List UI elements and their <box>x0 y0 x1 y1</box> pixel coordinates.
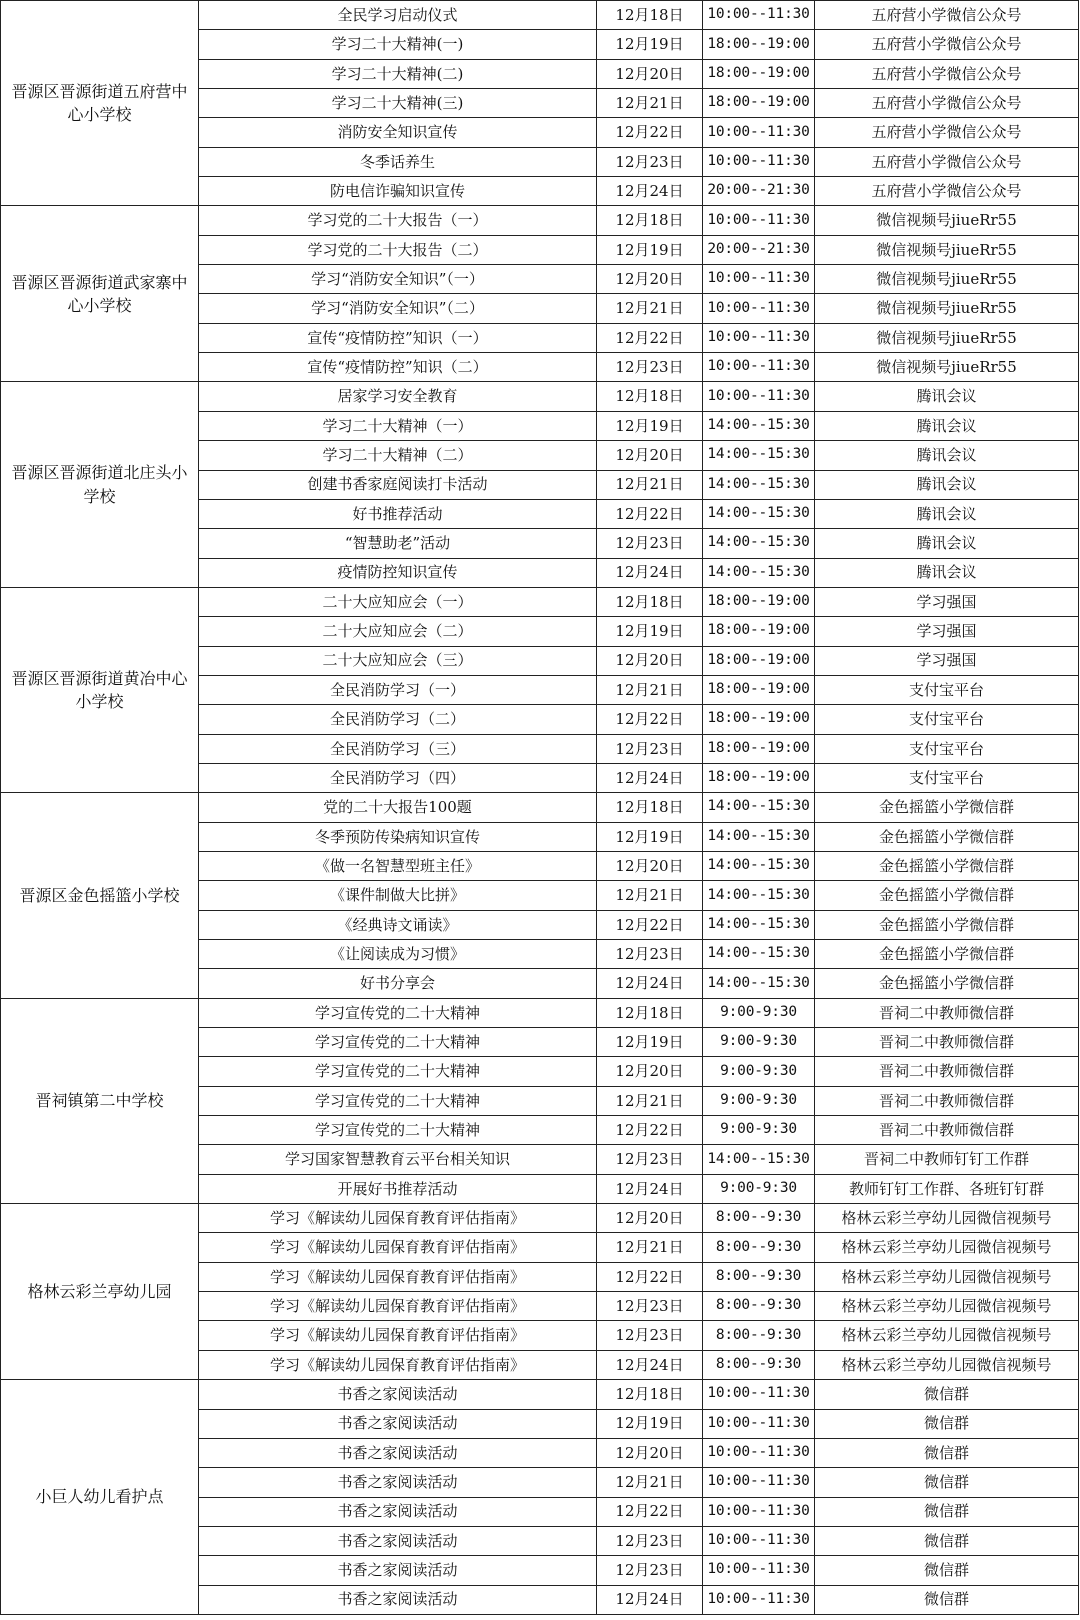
platform-cell: 金色摇篮小学微信群 <box>815 969 1079 998</box>
platform-cell: 腾讯会议 <box>815 558 1079 587</box>
time-cell: 10:00--11:30 <box>703 1380 815 1409</box>
platform-cell: 腾讯会议 <box>815 441 1079 470</box>
date-cell: 12月23日 <box>597 1321 703 1350</box>
date-cell: 12月21日 <box>597 881 703 910</box>
time-cell: 9:00-9:30 <box>703 1086 815 1115</box>
platform-cell: 金色摇篮小学微信群 <box>815 851 1079 880</box>
date-cell: 12月21日 <box>597 470 703 499</box>
platform-cell: 学习强国 <box>815 646 1079 675</box>
time-cell: 20:00--21:30 <box>703 177 815 206</box>
time-cell: 10:00--11:30 <box>703 323 815 352</box>
time-cell: 20:00--21:30 <box>703 235 815 264</box>
platform-cell: 五府营小学微信公众号 <box>815 177 1079 206</box>
date-cell: 12月21日 <box>597 89 703 118</box>
date-cell: 12月18日 <box>597 793 703 822</box>
date-cell: 12月24日 <box>597 1350 703 1379</box>
activity-cell: 学习宣传党的二十大精神 <box>199 998 597 1027</box>
platform-cell: 金色摇篮小学微信群 <box>815 910 1079 939</box>
time-cell: 9:00-9:30 <box>703 1057 815 1086</box>
time-cell: 18:00--19:00 <box>703 705 815 734</box>
time-cell: 10:00--11:30 <box>703 1468 815 1497</box>
date-cell: 12月20日 <box>597 441 703 470</box>
time-cell: 8:00--9:30 <box>703 1262 815 1291</box>
time-cell: 8:00--9:30 <box>703 1233 815 1262</box>
time-cell: 14:00--15:30 <box>703 822 815 851</box>
activity-cell: 学习宣传党的二十大精神 <box>199 1116 597 1145</box>
platform-cell: 微信视频号jiueRr55 <box>815 265 1079 294</box>
platform-cell: 腾讯会议 <box>815 411 1079 440</box>
activity-cell: 二十大应知应会（三） <box>199 646 597 675</box>
date-cell: 12月24日 <box>597 969 703 998</box>
time-cell: 18:00--19:00 <box>703 617 815 646</box>
activity-cell: 书香之家阅读活动 <box>199 1438 597 1467</box>
time-cell: 8:00--9:30 <box>703 1350 815 1379</box>
platform-cell: 金色摇篮小学微信群 <box>815 940 1079 969</box>
activity-cell: 学习二十大精神（一） <box>199 411 597 440</box>
platform-cell: 微信视频号jiueRr55 <box>815 353 1079 382</box>
activity-cell: 消防安全知识宣传 <box>199 118 597 147</box>
platform-cell: 格林云彩兰亭幼儿园微信视频号 <box>815 1292 1079 1321</box>
platform-cell: 金色摇篮小学微信群 <box>815 881 1079 910</box>
activity-cell: 全民消防学习（四） <box>199 763 597 792</box>
platform-cell: 学习强国 <box>815 617 1079 646</box>
platform-cell: 支付宝平台 <box>815 763 1079 792</box>
activity-cell: 冬季预防传染病知识宣传 <box>199 822 597 851</box>
platform-cell: 晋祠二中教师微信群 <box>815 1086 1079 1115</box>
platform-cell: 学习强国 <box>815 587 1079 616</box>
platform-cell: 五府营小学微信公众号 <box>815 118 1079 147</box>
activity-cell: 宣传“疫情防控”知识（一） <box>199 323 597 352</box>
platform-cell: 五府营小学微信公众号 <box>815 1 1079 30</box>
time-cell: 9:00-9:30 <box>703 1028 815 1057</box>
date-cell: 12月21日 <box>597 675 703 704</box>
time-cell: 10:00--11:30 <box>703 118 815 147</box>
time-cell: 14:00--15:30 <box>703 910 815 939</box>
date-cell: 12月20日 <box>597 646 703 675</box>
date-cell: 12月21日 <box>597 294 703 323</box>
date-cell: 12月18日 <box>597 382 703 411</box>
time-cell: 14:00--15:30 <box>703 969 815 998</box>
platform-cell: 支付宝平台 <box>815 675 1079 704</box>
activity-cell: 学习宣传党的二十大精神 <box>199 1057 597 1086</box>
activity-cell: 学习二十大精神（二） <box>199 441 597 470</box>
platform-cell: 五府营小学微信公众号 <box>815 147 1079 176</box>
activity-cell: 书香之家阅读活动 <box>199 1585 597 1614</box>
activity-cell: 学习《解读幼儿园保育教育评估指南》 <box>199 1350 597 1379</box>
activity-cell: 冬季话养生 <box>199 147 597 176</box>
time-cell: 8:00--9:30 <box>703 1321 815 1350</box>
school-name-cell: 晋祠镇第二中学校 <box>1 998 199 1203</box>
time-cell: 9:00-9:30 <box>703 998 815 1027</box>
platform-cell: 微信视频号jiueRr55 <box>815 235 1079 264</box>
platform-cell: 格林云彩兰亭幼儿园微信视频号 <box>815 1262 1079 1291</box>
platform-cell: 腾讯会议 <box>815 499 1079 528</box>
activity-cell: 书香之家阅读活动 <box>199 1556 597 1585</box>
table-row <box>1 998 1079 1027</box>
school-name-cell: 晋源区晋源街道武家寨中心小学校 <box>1 206 199 382</box>
time-cell: 18:00--19:00 <box>703 734 815 763</box>
table-row <box>1 382 1079 411</box>
activity-cell: 书香之家阅读活动 <box>199 1409 597 1438</box>
activity-cell: 学习宣传党的二十大精神 <box>199 1086 597 1115</box>
activity-cell: 学习国家智慧教育云平台相关知识 <box>199 1145 597 1174</box>
platform-cell: 金色摇篮小学微信群 <box>815 793 1079 822</box>
date-cell: 12月23日 <box>597 1292 703 1321</box>
activity-cell: 全民学习启动仪式 <box>199 1 597 30</box>
time-cell: 9:00-9:30 <box>703 1116 815 1145</box>
platform-cell: 支付宝平台 <box>815 705 1079 734</box>
time-cell: 14:00--15:30 <box>703 940 815 969</box>
table-row <box>1 793 1079 822</box>
platform-cell: 支付宝平台 <box>815 734 1079 763</box>
date-cell: 12月23日 <box>597 529 703 558</box>
platform-cell: 微信视频号jiueRr55 <box>815 206 1079 235</box>
activity-cell: 学习《解读幼儿园保育教育评估指南》 <box>199 1292 597 1321</box>
platform-cell: 微信群 <box>815 1497 1079 1526</box>
activity-cell: 好书推荐活动 <box>199 499 597 528</box>
table-row <box>1 1380 1079 1409</box>
time-cell: 14:00--15:30 <box>703 851 815 880</box>
platform-cell: 格林云彩兰亭幼儿园微信视频号 <box>815 1321 1079 1350</box>
activity-cell: 学习“消防安全知识”（一） <box>199 265 597 294</box>
date-cell: 12月20日 <box>597 851 703 880</box>
activity-cell: 宣传“疫情防控”知识（二） <box>199 353 597 382</box>
time-cell: 18:00--19:00 <box>703 59 815 88</box>
date-cell: 12月18日 <box>597 206 703 235</box>
activity-cell: 《经典诗文诵读》 <box>199 910 597 939</box>
time-cell: 10:00--11:30 <box>703 147 815 176</box>
platform-cell: 格林云彩兰亭幼儿园微信视频号 <box>815 1204 1079 1233</box>
date-cell: 12月19日 <box>597 235 703 264</box>
activity-cell: 《做一名智慧型班主任》 <box>199 851 597 880</box>
date-cell: 12月19日 <box>597 822 703 851</box>
time-cell: 14:00--15:30 <box>703 558 815 587</box>
platform-cell: 微信群 <box>815 1468 1079 1497</box>
activity-cell: 书香之家阅读活动 <box>199 1468 597 1497</box>
activity-cell: 书香之家阅读活动 <box>199 1526 597 1555</box>
activity-cell: 防电信诈骗知识宣传 <box>199 177 597 206</box>
platform-cell: 腾讯会议 <box>815 529 1079 558</box>
activity-cell: 二十大应知应会（一） <box>199 587 597 616</box>
time-cell: 18:00--19:00 <box>703 675 815 704</box>
date-cell: 12月24日 <box>597 177 703 206</box>
activity-cell: 党的二十大报告100题 <box>199 793 597 822</box>
date-cell: 12月21日 <box>597 1468 703 1497</box>
time-cell: 14:00--15:30 <box>703 470 815 499</box>
platform-cell: 格林云彩兰亭幼儿园微信视频号 <box>815 1350 1079 1379</box>
activity-cell: 《课件制做大比拼》 <box>199 881 597 910</box>
table-row <box>1 587 1079 616</box>
date-cell: 12月22日 <box>597 1116 703 1145</box>
platform-cell: 微信群 <box>815 1556 1079 1585</box>
date-cell: 12月23日 <box>597 353 703 382</box>
activity-cell: 好书分享会 <box>199 969 597 998</box>
date-cell: 12月19日 <box>597 617 703 646</box>
school-name-cell: 晋源区金色摇篮小学校 <box>1 793 199 998</box>
date-cell: 12月22日 <box>597 1497 703 1526</box>
date-cell: 12月20日 <box>597 1057 703 1086</box>
platform-cell: 微信群 <box>815 1409 1079 1438</box>
time-cell: 14:00--15:30 <box>703 411 815 440</box>
platform-cell: 金色摇篮小学微信群 <box>815 822 1079 851</box>
platform-cell: 晋祠二中教师钉钉工作群 <box>815 1145 1079 1174</box>
activity-cell: 全民消防学习（三） <box>199 734 597 763</box>
date-cell: 12月18日 <box>597 587 703 616</box>
date-cell: 12月23日 <box>597 734 703 763</box>
time-cell: 14:00--15:30 <box>703 441 815 470</box>
date-cell: 12月23日 <box>597 940 703 969</box>
platform-cell: 晋祠二中教师微信群 <box>815 1028 1079 1057</box>
time-cell: 10:00--11:30 <box>703 265 815 294</box>
date-cell: 12月19日 <box>597 411 703 440</box>
time-cell: 8:00--9:30 <box>703 1292 815 1321</box>
date-cell: 12月20日 <box>597 59 703 88</box>
date-cell: 12月24日 <box>597 558 703 587</box>
platform-cell: 微信群 <box>815 1585 1079 1614</box>
activity-cell: 学习二十大精神(三) <box>199 89 597 118</box>
activity-cell: 疫情防控知识宣传 <box>199 558 597 587</box>
activity-cell: 学习《解读幼儿园保育教育评估指南》 <box>199 1321 597 1350</box>
time-cell: 14:00--15:30 <box>703 529 815 558</box>
date-cell: 12月21日 <box>597 1086 703 1115</box>
platform-cell: 微信视频号jiueRr55 <box>815 294 1079 323</box>
activity-cell: 居家学习安全教育 <box>199 382 597 411</box>
date-cell: 12月20日 <box>597 1204 703 1233</box>
date-cell: 12月18日 <box>597 1 703 30</box>
activity-cell: 学习《解读幼儿园保育教育评估指南》 <box>199 1233 597 1262</box>
platform-cell: 腾讯会议 <box>815 470 1079 499</box>
date-cell: 12月18日 <box>597 1380 703 1409</box>
activity-cell: 学习《解读幼儿园保育教育评估指南》 <box>199 1262 597 1291</box>
date-cell: 12月20日 <box>597 1438 703 1467</box>
time-cell: 10:00--11:30 <box>703 1409 815 1438</box>
date-cell: 12月22日 <box>597 118 703 147</box>
time-cell: 14:00--15:30 <box>703 881 815 910</box>
time-cell: 10:00--11:30 <box>703 353 815 382</box>
activity-cell: 学习党的二十大报告（二） <box>199 235 597 264</box>
date-cell: 12月22日 <box>597 705 703 734</box>
time-cell: 10:00--11:30 <box>703 206 815 235</box>
activity-cell: 创建书香家庭阅读打卡活动 <box>199 470 597 499</box>
table-row <box>1 206 1079 235</box>
time-cell: 14:00--15:30 <box>703 1145 815 1174</box>
time-cell: 18:00--19:00 <box>703 763 815 792</box>
activity-cell: 书香之家阅读活动 <box>199 1380 597 1409</box>
activity-cell: 全民消防学习（二） <box>199 705 597 734</box>
table-row <box>1 1204 1079 1233</box>
time-cell: 9:00-9:30 <box>703 1174 815 1203</box>
date-cell: 12月22日 <box>597 1262 703 1291</box>
activity-cell: 《让阅读成为习惯》 <box>199 940 597 969</box>
date-cell: 12月24日 <box>597 1174 703 1203</box>
time-cell: 10:00--11:30 <box>703 382 815 411</box>
platform-cell: 格林云彩兰亭幼儿园微信视频号 <box>815 1233 1079 1262</box>
platform-cell: 微信群 <box>815 1526 1079 1555</box>
platform-cell: 微信视频号jiueRr55 <box>815 323 1079 352</box>
time-cell: 10:00--11:30 <box>703 1 815 30</box>
school-name-cell: 小巨人幼儿看护点 <box>1 1380 199 1615</box>
date-cell: 12月23日 <box>597 1145 703 1174</box>
platform-cell: 五府营小学微信公众号 <box>815 59 1079 88</box>
activity-cell: 书香之家阅读活动 <box>199 1497 597 1526</box>
date-cell: 12月19日 <box>597 1028 703 1057</box>
date-cell: 12月22日 <box>597 323 703 352</box>
date-cell: 12月21日 <box>597 1233 703 1262</box>
time-cell: 14:00--15:30 <box>703 793 815 822</box>
time-cell: 10:00--11:30 <box>703 1556 815 1585</box>
school-name-cell: 晋源区晋源街道五府营中心小学校 <box>1 1 199 206</box>
date-cell: 12月23日 <box>597 147 703 176</box>
time-cell: 10:00--11:30 <box>703 1526 815 1555</box>
school-name-cell: 格林云彩兰亭幼儿园 <box>1 1204 199 1380</box>
date-cell: 12月23日 <box>597 1556 703 1585</box>
activity-cell: 学习宣传党的二十大精神 <box>199 1028 597 1057</box>
platform-cell: 腾讯会议 <box>815 382 1079 411</box>
date-cell: 12月19日 <box>597 1409 703 1438</box>
activity-cell: 学习《解读幼儿园保育教育评估指南》 <box>199 1204 597 1233</box>
time-cell: 14:00--15:30 <box>703 499 815 528</box>
time-cell: 10:00--11:30 <box>703 1438 815 1467</box>
platform-cell: 教师钉钉工作群、各班钉钉群 <box>815 1174 1079 1203</box>
date-cell: 12月24日 <box>597 1585 703 1614</box>
date-cell: 12月22日 <box>597 499 703 528</box>
platform-cell: 五府营小学微信公众号 <box>815 30 1079 59</box>
time-cell: 10:00--11:30 <box>703 1585 815 1614</box>
platform-cell: 晋祠二中教师微信群 <box>815 998 1079 1027</box>
date-cell: 12月24日 <box>597 763 703 792</box>
date-cell: 12月23日 <box>597 1526 703 1555</box>
activity-cell: 学习“消防安全知识”（二） <box>199 294 597 323</box>
platform-cell: 微信群 <box>815 1380 1079 1409</box>
activity-cell: 学习党的二十大报告（一） <box>199 206 597 235</box>
school-name-cell: 晋源区晋源街道北庄头小学校 <box>1 382 199 587</box>
date-cell: 12月18日 <box>597 998 703 1027</box>
time-cell: 18:00--19:00 <box>703 89 815 118</box>
time-cell: 18:00--19:00 <box>703 587 815 616</box>
time-cell: 18:00--19:00 <box>703 646 815 675</box>
platform-cell: 微信群 <box>815 1438 1079 1467</box>
platform-cell: 五府营小学微信公众号 <box>815 89 1079 118</box>
activity-cell: “智慧助老”活动 <box>199 529 597 558</box>
platform-cell: 晋祠二中教师微信群 <box>815 1116 1079 1145</box>
date-cell: 12月22日 <box>597 910 703 939</box>
time-cell: 10:00--11:30 <box>703 294 815 323</box>
school-name-cell: 晋源区晋源街道黄冶中心小学校 <box>1 587 199 792</box>
schedule-table-body <box>1 1 1079 1615</box>
activity-cell: 全民消防学习（一） <box>199 675 597 704</box>
date-cell: 12月20日 <box>597 265 703 294</box>
activity-cell: 学习二十大精神(一) <box>199 30 597 59</box>
table-row <box>1 1 1079 30</box>
time-cell: 8:00--9:30 <box>703 1204 815 1233</box>
time-cell: 10:00--11:30 <box>703 1497 815 1526</box>
activity-cell: 二十大应知应会（二） <box>199 617 597 646</box>
activity-cell: 学习二十大精神(二) <box>199 59 597 88</box>
platform-cell: 晋祠二中教师微信群 <box>815 1057 1079 1086</box>
time-cell: 18:00--19:00 <box>703 30 815 59</box>
activity-cell: 开展好书推荐活动 <box>199 1174 597 1203</box>
date-cell: 12月19日 <box>597 30 703 59</box>
